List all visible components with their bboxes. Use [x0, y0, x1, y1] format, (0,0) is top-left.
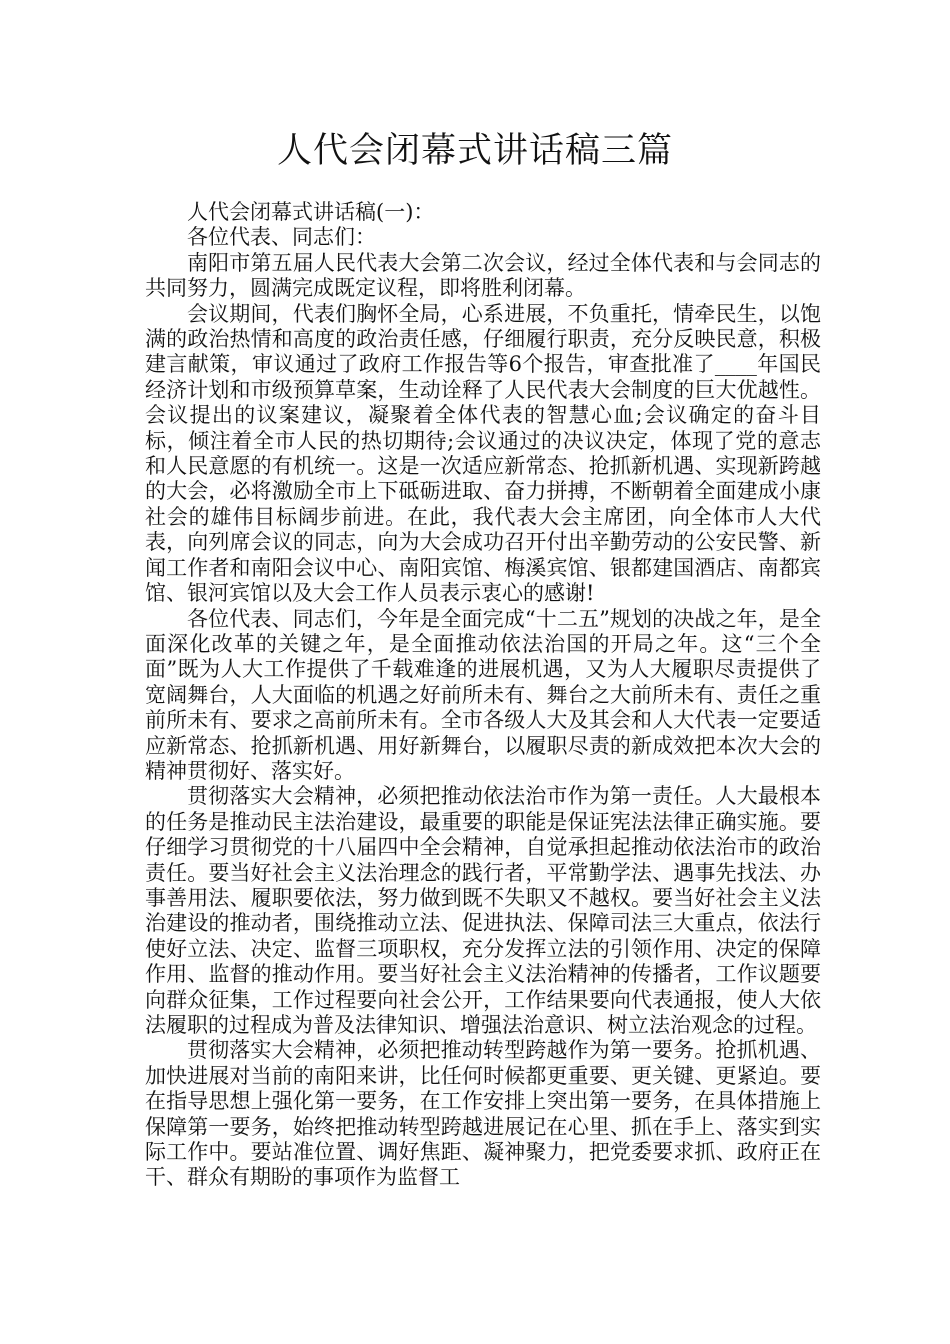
paragraph: 贯彻落实大会精神，必须把推动依法治市作为第一责任。人大最根本的任务是推动民主法治建设，最重要的职能是保证宪法法律正确实施。要仔细学习贯彻党的十八届四中全会精神，自觉承担起推动依法治市的政治责任。要当好社会主义法治理念的践行者，平常勤学法、遇事先找法、办事善用法、履职要依法，努力做到既不失职又不越权。要当好社会主义法治建设的推动者，围绕推动立法、促进执法、保障司法三大重点，依法行使好立法、决定、监督三项职权，充分发挥立法的引领作用、决定的保障作用、监督的推动作用。要当好社会主义法治精神的传播者，工作议题要向群众征集，工作过程要向社会公开，工作结果要向代表通报，使人大依法履职的过程成为普及法律知识、增强法治意识、树立法治观念的过程。: [145, 784, 821, 1037]
paragraph: 各位代表、同志们，今年是全面完成“十二五”规划的决战之年，是全面深化改革的关键之年，是全面推动依法治国的开局之年。这“三个全面”既为人大工作提供了千载难逢的进展机遇，又为人大履职尽责提供了宽阔舞台，人大面临的机遇之好前所未有、舞台之大前所未有、责任之重前所未有、要求之高前所未有。全市各级人大及其会和人大代表一定要适应新常态、抢抓新机遇、用好新舞台，以履职尽责的新成效把本次大会的精神贯彻好、落实好。: [145, 606, 821, 783]
paragraph: 会议期间，代表们胸怀全局，心系进展，不负重托，情牵民生，以饱满的政治热情和高度的政治责任感，仔细履行职责，充分反映民意，积极建言献策，审议通过了政府工作报告等6个报告，审查批准了____年国民经济计划和市级预算草案，生动诠释了人民代表大会制度的巨大优越性。会议提出的议案建议，凝聚着全体代表的智慧心血;会议确定的奋斗目标，倾注着全市人民的热切期待;会议通过的决议决定，体现了党的意志和人民意愿的有机统一。这是一次适应新常态、抢抓新机遇、实现新跨越的大会，必将激励全市上下砥砺进取、奋力拼搏，不断朝着全面建成小康社会的雄伟目标阔步前进。在此，我代表大会主席团，向全体市人大代表，向列席会议的同志，向为大会成功召开付出辛勤劳动的公安民警、新闻工作者和南阳会议中心、南阳宾馆、梅溪宾馆、银都建国酒店、南都宾馆、银河宾馆以及大会工作人员表示衷心的感谢!: [145, 301, 821, 606]
paragraph: 贯彻落实大会精神，必须把推动转型跨越作为第一要务。抢抓机遇、加快进展对当前的南阳来讲，比任何时候都更重要、更关键、更紧迫。要在指导思想上强化第一要务，在工作安排上突出第一要务，在具体措施上保障第一要务，始终把推动转型跨越进展记在心里、抓在手上、落实到实际工作中。要站准位置、调好焦距、凝神聚力，把党委要求抓、政府正在干、群众有期盼的事项作为监督工: [145, 1038, 821, 1190]
document-body: [145, 200, 821, 1191]
paragraph-salutation: 各位代表、同志们：: [187, 225, 376, 250]
paragraph: 南阳市第五届人民代表大会第二次会议，经过全体代表和与会同志的共同努力，圆满完成既定议程，即将胜利闭幕。: [145, 250, 821, 301]
paragraph-heading-one: 人代会闭幕式讲话稿(一)：: [187, 200, 435, 224]
document-title: 人代会闭幕式讲话稿三篇: [276, 131, 673, 171]
